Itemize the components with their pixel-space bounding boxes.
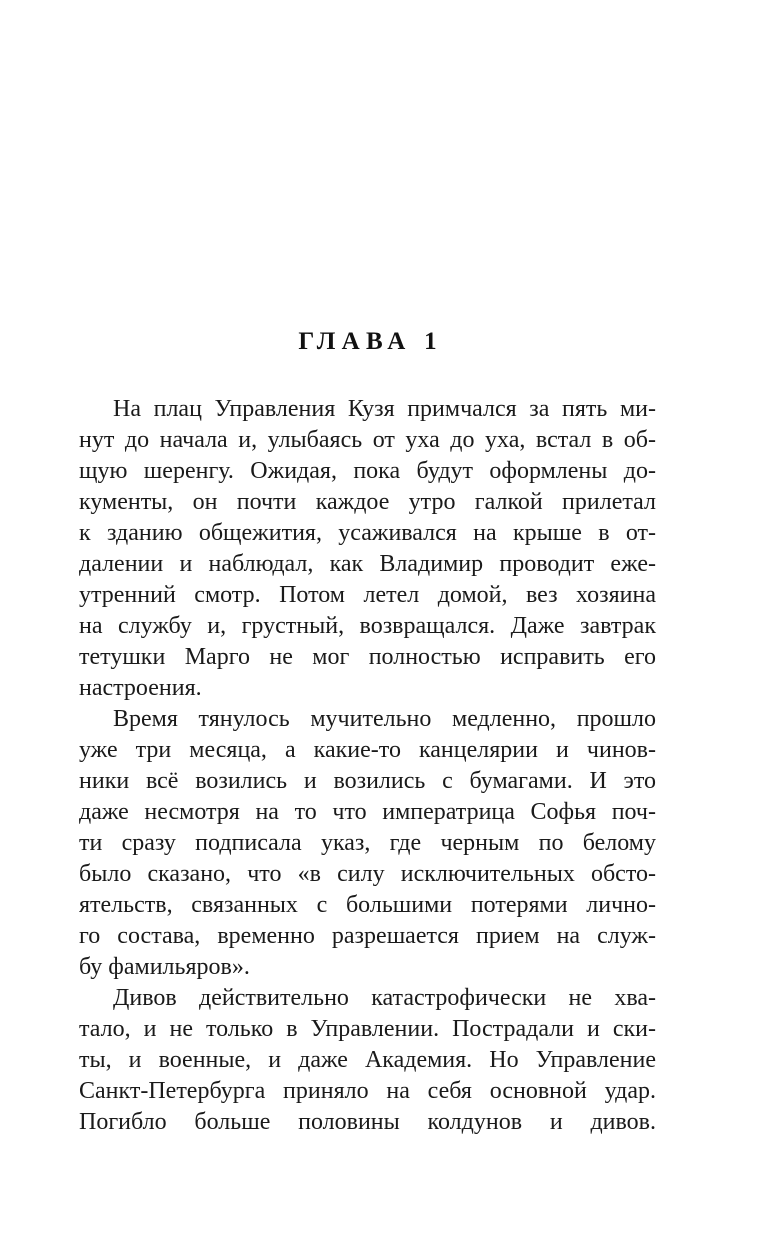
text-line: далении и наблюдал, как Владимир проводит еже-	[79, 551, 656, 577]
text-line: уже три месяца, а какие-то канцелярии и чинов-	[79, 737, 656, 763]
text-line: бу фамильяров».	[79, 954, 250, 980]
text-line: Погибло больше половины колдунов и дивов.	[79, 1109, 656, 1135]
text-line: ти сразу подписала указ, где черным по белому	[79, 830, 656, 856]
text-line: го состава, временно разрешается прием на служ-	[79, 923, 656, 949]
text-line: Дивов действительно катастрофически не хва-	[113, 985, 656, 1011]
text-line: На плац Управления Кузя примчался за пять ми-	[113, 396, 656, 422]
text-line: ники всё возились и возились с бумагами. И это	[79, 768, 656, 794]
text-line: настроения.	[79, 675, 202, 701]
text-line: ятельств, связанных с большими потерями лично-	[79, 892, 656, 918]
text-line: к зданию общежития, усаживался на крыше в от-	[79, 520, 656, 546]
text-column	[79, 0, 656, 1138]
text-line: тало, и не только в Управлении. Пострадали и ски-	[79, 1016, 656, 1042]
text-line: было сказано, что «в силу исключительных обсто-	[79, 861, 656, 887]
text-line: Санкт-Петербурга приняло на себя основной удар.	[79, 1078, 656, 1104]
text-line: утренний смотр. Потом летел домой, вез хозяина	[79, 582, 656, 608]
text-line: тетушки Марго не мог полностью исправить его	[79, 644, 656, 670]
paragraph	[79, 704, 656, 983]
chapter-heading: ГЛАВА 1	[298, 328, 443, 355]
paragraph	[79, 394, 656, 704]
text-body	[79, 394, 656, 1138]
text-line: на службу и, грустный, возвращался. Даже завтрак	[79, 613, 656, 639]
text-line: даже несмотря на то что императрица Софья поч-	[79, 799, 656, 825]
text-line: щую шеренгу. Ожидая, пока будут оформлены до-	[79, 458, 656, 484]
paragraph	[79, 983, 656, 1138]
text-line: ты, и военные, и даже Академия. Но Управление	[79, 1047, 656, 1073]
text-line: нут до начала и, улыбаясь от уха до уха, встал в об-	[79, 427, 656, 453]
text-line: кументы, он почти каждое утро галкой прилетал	[79, 489, 656, 515]
text-line: Время тянулось мучительно медленно, прошло	[113, 706, 656, 732]
